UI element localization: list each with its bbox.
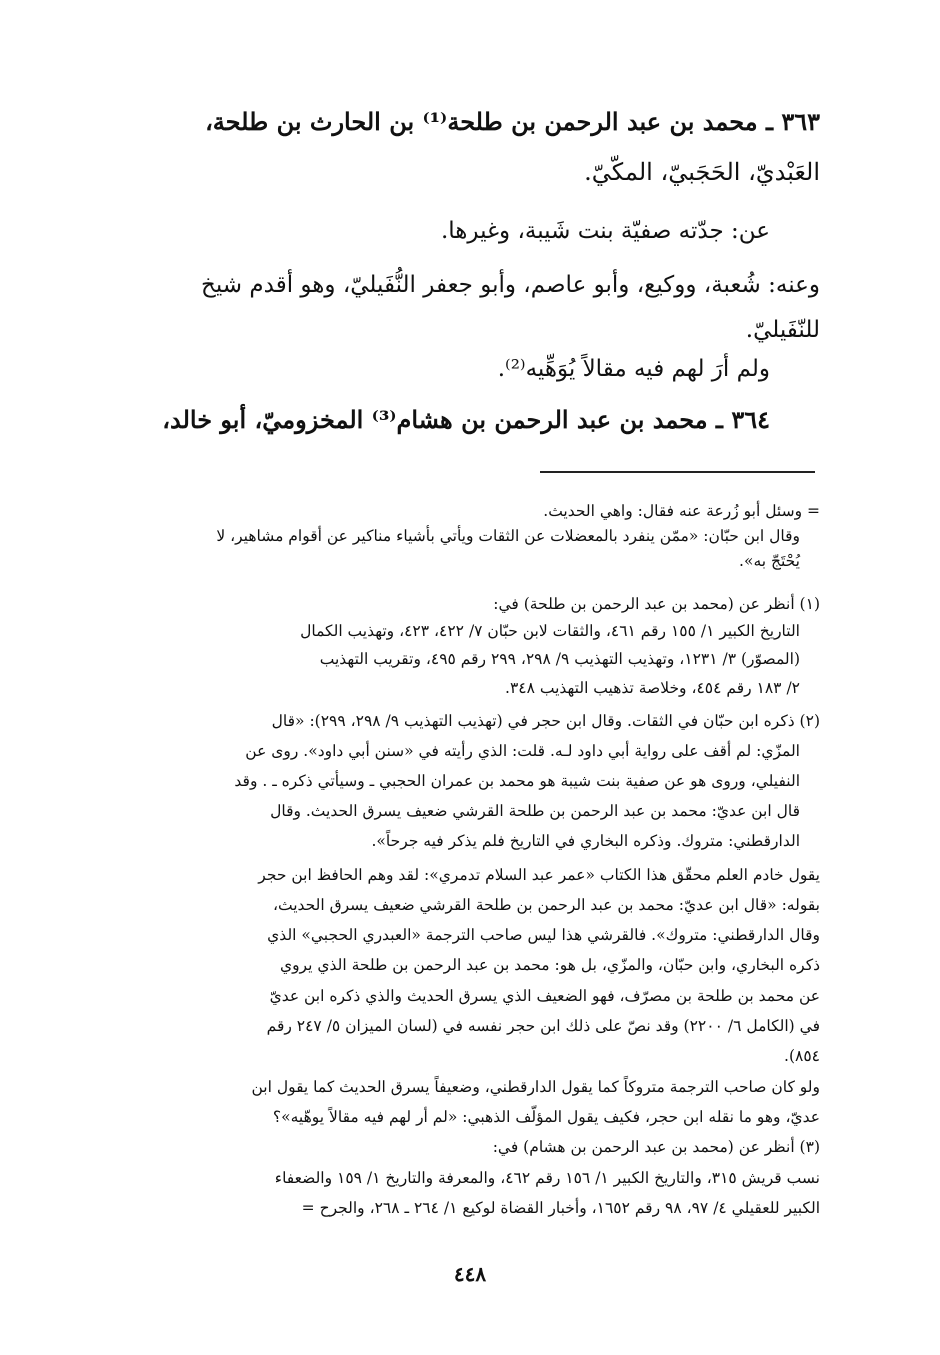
footnote-line: بقوله: «قال ابن عديّ: محمد بن عبد الرحمن بن طلحة القرشي ضعيف يسرق الحديث،	[272, 896, 820, 914]
footnote-line: الدارقطني: متروك. وذكره البخاري في التاريخ فلم يذكر فيه جرحاً».	[371, 832, 800, 850]
footnote-line: ٢/ ١٨٣ رقم ٤٥٤، وخلاصة تذهيب التهذيب ٣٤٨.	[505, 679, 800, 697]
entry-363-nisba: العَبْديّ، الحَجَبيّ، المكّيّ.	[584, 158, 820, 186]
footnote-line: وقال الدارقطني: متروك». فالقرشي هذا ليس صاحب الترجمة «العبدري الحجبي» الذي	[267, 926, 820, 944]
footnote-line: المزّي: لم أقف على رواية أبي داود لـه. قلت: الذي رأيته في «سنن أبي داود». روى عن	[245, 742, 800, 760]
footnote-1-label: (١) أنظر عن (محمد بن عبد الرحمن بن طلحة) في:	[493, 595, 820, 613]
footnote-3-label: (٣) أنظر عن (محمد بن عبد الرحمن بن هشام) في:	[492, 1138, 820, 1156]
footnote-2-label: (٢) ذكره ابن حبّان في الثقات. وقال ابن حجر في (تهذيب التهذيب ٩/ ٢٩٨، ٢٩٩): «قال	[271, 712, 820, 730]
entry-363-heading: ٣٦٣ ـ محمد بن عبد الرحمن بن طلحة⁽¹⁾ بن الحارث بن طلحة،	[205, 107, 820, 136]
footnote-line: (المصوّر) ٣/ ١٢٣١، وتهذيب التهذيب ٩/ ٢٩٨، ٢٩٩ رقم ٤٩٥، وتقريب التهذيب	[319, 650, 800, 668]
footnote-line: ٨٥٤).	[784, 1047, 820, 1065]
entry-363-note: ولم أرَ لهم فيه مقالاً يُوَهِّيه⁽²⁾.	[497, 356, 770, 382]
entry-364-heading: ٣٦٤ ـ محمد بن عبد الرحمن بن هشام⁽³⁾ المخزوميّ، أبو خالد،	[162, 405, 770, 434]
entry-363-students: وعنه: شُعبة، ووكيع، وأبو عاصم، وأبو جعفر النُّفَيليّ، وهو أقدم شيخ	[201, 272, 820, 298]
footnote-line: عن محمد بن طلحة بن مصرّف، فهو الضعيف الذي يسرق الحديث والذي ذكره ابن عديّ	[269, 987, 820, 1005]
footnote-line: وقال ابن حبّان: «ممّن ينفرد بالمعضلات عن الثقات ويأتي بأشياء مناكير عن أقوام مشاهير، لا	[216, 527, 800, 545]
footnote-line: قال ابن عديّ: محمد بن عبد الرحمن بن طلحة القرشي ضعيف يسرق الحديث. وقال	[270, 802, 800, 820]
footnote-divider	[540, 471, 815, 473]
footnote-line: في (الكامل ٦/ ٢٢٠٠) وقد نصّ على ذلك ابن حجر نفسه في (لسان الميزان ٥/ ٢٤٧ رقم	[266, 1017, 820, 1035]
footnote-line: يقول خادم العلم محقّق هذا الكتاب «عمر عبد السلام تدمري»: لقد وهم الحافظ ابن حجر	[258, 866, 820, 884]
page-number: ٤٤٨	[453, 1262, 487, 1286]
footnote-line: نسب قريش ٣١٥، والتاريخ الكبير ١/ ١٥٦ رقم ٤٦٢، والمعرفة والتاريخ ١/ ١٥٩ والضعفاء	[274, 1169, 820, 1187]
footnote-line: عديّ، وهو ما نقله ابن حجر، فكيف يقول المؤلّف الذهبي: «لم أر لهم فيه مقالاً يوهّيه»؟	[272, 1108, 820, 1126]
entry-363-students-cont: للنّفَيليّ.	[745, 317, 820, 343]
footnote-line: = وسئل أبو زُرعة عنه فقال: واهي الحديث.	[543, 502, 820, 520]
footnote-line: الكبير للعقيلي ٤/ ٩٧، ٩٨ رقم ١٦٥٢، وأخبار القضاة لوكيع ١/ ٢٦٤ ـ ٢٦٨، والجرح =	[301, 1199, 820, 1217]
footnote-line: ذكره البخاري، وابن حبّان، والمزّي، بل هو: محمد بن عبد الرحمن بن طلحة الذي يروي	[279, 956, 820, 974]
footnote-line: التاريخ الكبير ١/ ١٥٥ رقم ٤٦١، والثقات لابن حبّان ٧/ ٤٢٢، ٤٢٣، وتهذيب الكمال	[300, 622, 800, 640]
entry-363-from: عن: جدّته صفيّة بنت شَيبة، وغيرها.	[440, 218, 770, 244]
footnote-line: ولو كان صاحب الترجمة متروكاً كما يقول الدارقطني، وضعيفاً يسرق الحديث كما يقول ابن	[251, 1078, 820, 1096]
footnote-line: يُحْتَجّ به».	[739, 552, 800, 570]
footnote-line: النفيلي، وروى هو عن صفية بنت شيبة هو محمد بن عمران الحجبي ـ وسيأتي ذكره ـ . وقد	[234, 772, 800, 790]
